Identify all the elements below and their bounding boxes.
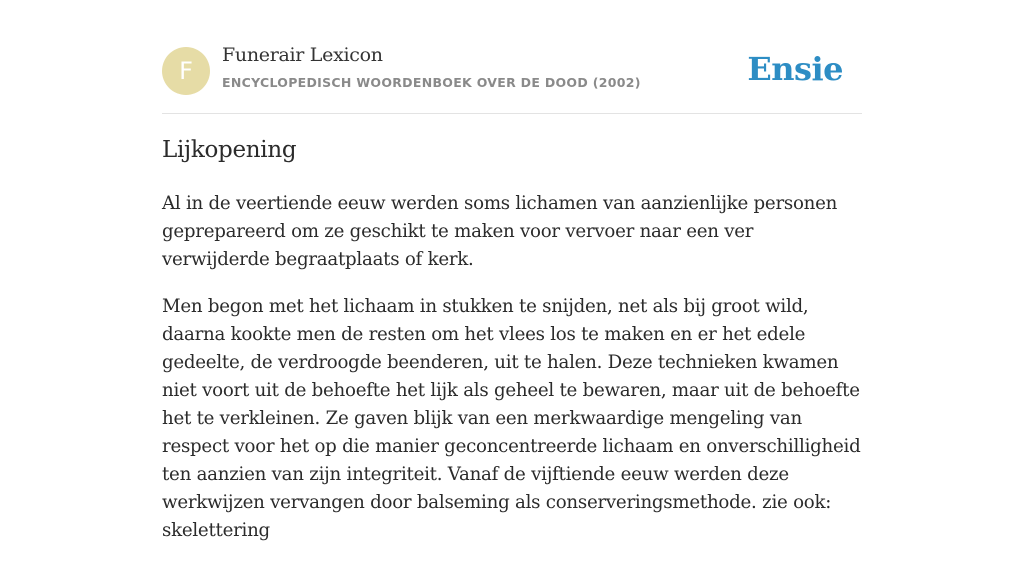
- entry-body: [162, 190, 862, 564]
- lexicon-subtitle: ENCYCLOPEDISCH WOORDENBOEK OVER DE DOOD (2002): [222, 75, 641, 90]
- lexicon-header: [162, 0, 862, 114]
- entry-paragraph-2-text: Men begon met het lichaam in stukken te snijden, net als bij groot wild, daarna kookte men de resten om het vlees los te maken en er het edele gedeelte, de verdroogde beenderen, uit te halen. Deze technieken kwamen niet voort uit de behoefte het lijk als geheel te bewaren, maar uit de behoefte het te verkleinen. Ze gaven blijk van een merkwaardige mengeling van respect voor het op die manier geconcentreerde lichaam en onverschilligheid ten aanzien van zijn integriteit. Vanaf de vijftiende eeuw werden deze werkwijzen vervangen door balseming als conserveringsmethode.: [162, 296, 861, 513]
- lexicon-avatar[interactable]: F: [162, 47, 210, 95]
- lexicon-title[interactable]: Funerair Lexicon: [222, 44, 383, 66]
- see-also-link-skelettering[interactable]: skelettering: [162, 520, 270, 541]
- see-also-label: zie ook:: [762, 492, 832, 513]
- page-container: [162, 0, 862, 541]
- brand-logo-link[interactable]: Ensie: [747, 50, 843, 88]
- entry-paragraph-1: Al in de veertiende eeuw werden soms lichamen van aanzienlijke personen geprepareerd om ze geschikt te maken voor vervoer naar een ver verwijderde begraatplaats of kerk.: [162, 193, 838, 270]
- entry-paragraph-2: [162, 293, 862, 545]
- entry-title: Lijkopening: [162, 137, 297, 163]
